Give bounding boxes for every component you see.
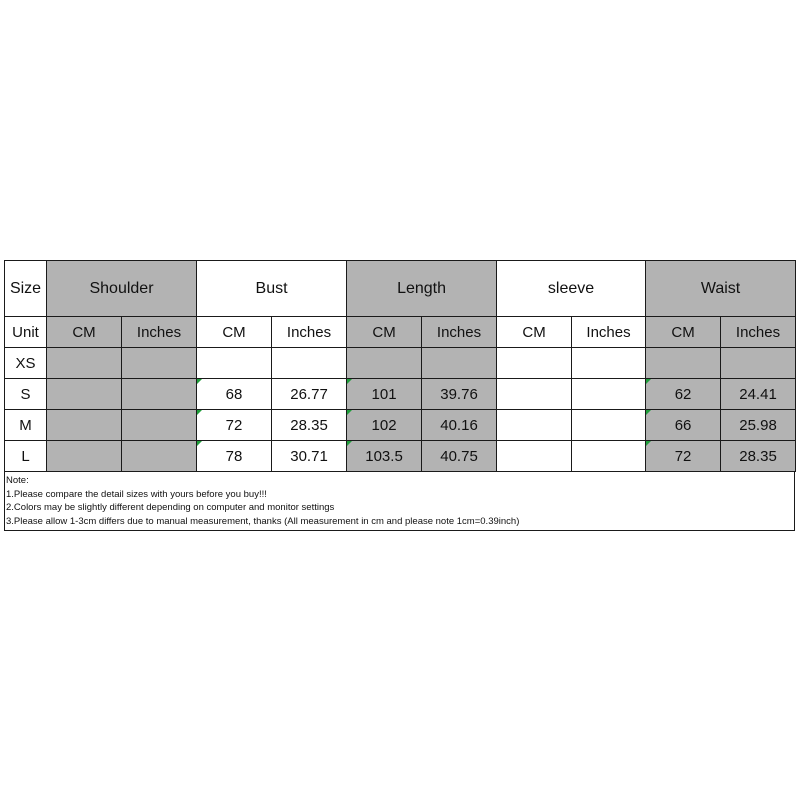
unit-cell: Inches [572,317,646,348]
header-sleeve: sleeve [497,261,646,317]
table-row [5,441,796,472]
table-cell [572,410,646,441]
table-cell: 72 [197,410,272,441]
table-cell [197,348,272,379]
table-cell [347,348,422,379]
unit-cell: CM [197,317,272,348]
size-chart [4,260,795,531]
table-cell: 66 [646,410,721,441]
table-cell [122,441,197,472]
table-cell: 78 [197,441,272,472]
note-line: 1.Please compare the detail sizes with yours before you buy!!! [6,488,267,500]
notes-box [4,472,795,531]
row-size-label: M [5,410,47,441]
table-cell [272,348,347,379]
table-cell [422,348,497,379]
table-cell [721,348,796,379]
table-cell [572,441,646,472]
unit-cell: CM [497,317,572,348]
table-cell: 72 [646,441,721,472]
header-bust: Bust [197,261,347,317]
unit-cell: CM [646,317,721,348]
table-cell: 25.98 [721,410,796,441]
note-line: 2.Colors may be slightly different depending on computer and monitor settings [6,502,335,513]
table-row [5,410,796,441]
unit-cell: CM [347,317,422,348]
table-cell: 103.5 [347,441,422,472]
row-size-label: L [5,441,47,472]
table-cell [497,441,572,472]
table-cell [497,410,572,441]
table-cell: 40.16 [422,410,497,441]
table-cell: 26.77 [272,379,347,410]
unit-cell: Inches [272,317,347,348]
table-cell [47,379,122,410]
unit-header: Unit [5,317,47,348]
size-header: Size [5,261,47,317]
table-cell: 28.35 [272,410,347,441]
table-cell: 24.41 [721,379,796,410]
table-cell [122,348,197,379]
notes-title: Note: [6,475,29,486]
table-cell [47,441,122,472]
table-cell: 39.76 [422,379,497,410]
table-cell [646,348,721,379]
table-cell: 62 [646,379,721,410]
table-cell: 40.75 [422,441,497,472]
unit-cell: Inches [122,317,197,348]
table-cell [497,379,572,410]
table-row [5,348,796,379]
unit-cell: CM [47,317,122,348]
table-cell: 28.35 [721,441,796,472]
unit-cell: Inches [721,317,796,348]
table-row [5,379,796,410]
table-cell [47,410,122,441]
table-cell [122,379,197,410]
table-cell [47,348,122,379]
row-size-label: S [5,379,47,410]
table-cell [572,379,646,410]
table-cell: 68 [197,379,272,410]
table-cell [122,410,197,441]
unit-cell: Inches [422,317,497,348]
header-waist: Waist [646,261,796,317]
note-line: 3.Please allow 1-3cm differs due to manual measurement, thanks (All measurement in cm and please note 1cm=0.39inch) [6,515,520,527]
header-row [5,261,796,317]
table-cell: 101 [347,379,422,410]
row-size-label: XS [5,348,47,379]
size-table [4,260,796,472]
header-length: Length [347,261,497,317]
table-cell [572,348,646,379]
table-cell: 102 [347,410,422,441]
table-cell [497,348,572,379]
table-cell: 30.71 [272,441,347,472]
header-shoulder: Shoulder [47,261,197,317]
unit-row [5,317,796,348]
